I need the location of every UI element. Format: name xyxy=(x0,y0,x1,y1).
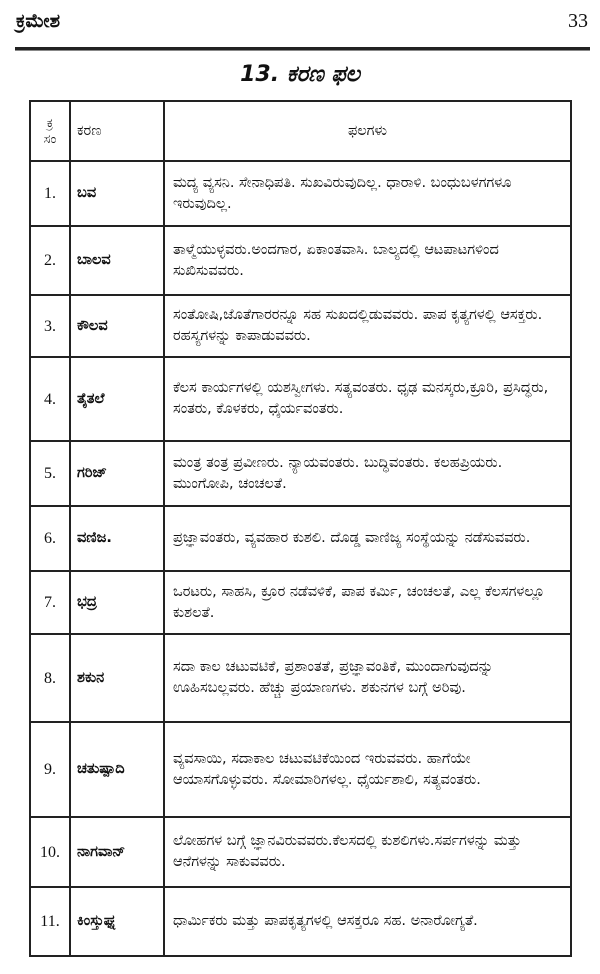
karana-name: ಗರಿಜ್ xyxy=(70,441,164,506)
table-header-row xyxy=(30,101,571,161)
table-row xyxy=(30,722,571,817)
karana-name: ಕೌಲವ xyxy=(70,295,164,357)
karana-result: ಪ್ರಜ್ಞಾವಂತರು, ವ್ಯವಹಾರ ಕುಶಲಿ. ದೊಡ್ಡ ವಾಣಿಜ್ಯ ಸಂಸ್ಥೆಯನ್ನು ನಡೆಸುವವರು. xyxy=(164,506,571,571)
karana-name: ಬಾಲವ xyxy=(70,226,164,295)
page-title: 13. ಕರಣ ಫಲ xyxy=(240,62,360,87)
row-number: 5. xyxy=(30,441,70,506)
running-title: ಕ್ರಮೇಶ xyxy=(16,10,61,32)
row-number: 10. xyxy=(30,817,70,887)
karana-result: ಮದ್ಯ ವ್ಯಸನಿ. ಸೇನಾಧಿಪತಿ. ಸುಖವಿರುವುದಿಲ್ಲ. ಧಾರಾಳಿ. ಬಂಧುಬಳಗಗಳೂ ಇರುವುದಿಲ್ಲ. xyxy=(164,161,571,226)
table-row xyxy=(30,161,571,226)
row-number: 8. xyxy=(30,634,70,722)
table-row xyxy=(30,887,571,956)
karana-result: ವ್ಯವಸಾಯಿ, ಸದಾಕಾಲ ಚಟುವಟಿಕೆಯಿಂದ ಇರುವವರು. ಹಾಗೆಯೇ ಆಯಾಸಗೊಳ್ಳುವರು. ಸೋಮಾರಿಗಳಲ್ಲ. ಧೈರ್ಯಶಾಲಿ, ಸತ್ಯವಂತರು. xyxy=(164,722,571,817)
karana-name: ಶಕುನ xyxy=(70,634,164,722)
table-row xyxy=(30,506,571,571)
header-rule xyxy=(15,47,590,51)
row-number: 3. xyxy=(30,295,70,357)
serial-header xyxy=(30,101,70,161)
row-number: 11. xyxy=(30,887,70,956)
table-row xyxy=(30,571,571,634)
karana-result: ಕೆಲಸ ಕಾರ್ಯಗಳಲ್ಲಿ ಯಶಸ್ವೀಗಳು. ಸತ್ಯವಂತರು. ಧೃಢ ಮನಸ್ಕರು,ಕ್ರೂರಿ, ಪ್ರಸಿದ್ಧರು, ಸಂತರು, ಕೊಳಕರು, ಧೈರ್ಯವಂತರು. xyxy=(164,357,571,441)
row-number: 2. xyxy=(30,226,70,295)
karana-result: ಧಾರ್ಮಿಕರು ಮತ್ತು ಪಾಪಕೃತ್ಯಗಳಲ್ಲಿ ಆಸಕ್ತರೂ ಸಹ. ಅನಾರೋಗ್ಯತೆ. xyxy=(164,887,571,956)
page-number: 33 xyxy=(568,10,588,32)
karana-result: ಸಂತೋಷಿ,ಜೊತೆಗಾರರನ್ನೂ ಸಹ ಸುಖದಲ್ಲಿಡುವವರು. ಪಾಪ ಕೃತ್ಯಗಳಲ್ಲಿ ಆಸಕ್ತರು. ರಹಸ್ಯಗಳನ್ನು ಕಾಪಾಡುವವರು. xyxy=(164,295,571,357)
table-row xyxy=(30,817,571,887)
results-header: ಫಲಗಳು xyxy=(164,101,571,161)
row-number: 9. xyxy=(30,722,70,817)
serial-header-top: ಕ್ರ xyxy=(46,115,54,130)
karana-name: ಭದ್ರ xyxy=(70,571,164,634)
table-row xyxy=(30,295,571,357)
row-number: 7. xyxy=(30,571,70,634)
row-number: 6. xyxy=(30,506,70,571)
row-number: 1. xyxy=(30,161,70,226)
karana-name: ಬವ xyxy=(70,161,164,226)
karana-result: ಸದಾ ಕಾಲ ಚಟುವಟಿಕೆ, ಪ್ರಶಾಂತತೆ, ಪ್ರಜ್ಞಾವಂತಿಕೆ, ಮುಂದಾಗುವುದನ್ನು ಊಹಿಸಬಲ್ಲವರು. ಹೆಚ್ಚು ಪ್ರಯಾಣಗಳು. ಶಕುನಗಳ ಬಗ್ಗೆ ಅರಿವು. xyxy=(164,634,571,722)
karana-result: ಮಂತ್ರ ತಂತ್ರ ಪ್ರವೀಣರು. ನ್ಯಾಯವಂತರು. ಬುದ್ಧಿವಂತರು. ಕಲಹಪ್ರಿಯರು. ಮುಂಗೋಪಿ, ಚಂಚಲತೆ. xyxy=(164,441,571,506)
karana-table xyxy=(29,100,572,957)
karana-result: ತಾಳ್ಮೆಯುಳ್ಳವರು.ಅಂದಗಾರ, ಏಕಾಂತವಾಸಿ. ಬಾಲ್ಯದಲ್ಲಿ ಆಟಪಾಟಗಳಿಂದ ಸುಖಿಸುವವರು. xyxy=(164,226,571,295)
karana-name: ಚತುಷ್ಪಾದಿ xyxy=(70,722,164,817)
table-row xyxy=(30,226,571,295)
karana-result: ಲೋಹಗಳ ಬಗ್ಗೆ ಜ್ಞಾನವಿರುವವರು.ಕೆಲಸದಲ್ಲಿ ಕುಶಲಿಗಳು.ಸರ್ಪಗಳನ್ನು ಮತ್ತು ಆನೆಗಳನ್ನು ಸಾಕುವವರು. xyxy=(164,817,571,887)
karana-name: ತೈತಲೆ xyxy=(70,357,164,441)
table-row xyxy=(30,441,571,506)
karana-name: ವಣಿಜ. xyxy=(70,506,164,571)
karana-name: ಕಿಂಸ್ತುಘ್ನ xyxy=(70,887,164,956)
serial-header-bottom: ಸಂ xyxy=(43,131,57,146)
row-number: 4. xyxy=(30,357,70,441)
karana-result: ಒರಟರು, ಸಾಹಸಿ, ಕ್ರೂರ ನಡೆವಳಿಕೆ, ಪಾಪ ಕರ್ಮಿ, ಚಂಚಲತೆ, ಎಲ್ಲ ಕೆಲಸಗಳಲ್ಲೂ ಕುಶಲತೆ. xyxy=(164,571,571,634)
karana-header: ಕರಣ xyxy=(70,101,164,161)
karana-name: ನಾಗವಾನ್ xyxy=(70,817,164,887)
table-row xyxy=(30,634,571,722)
table-row xyxy=(30,357,571,441)
